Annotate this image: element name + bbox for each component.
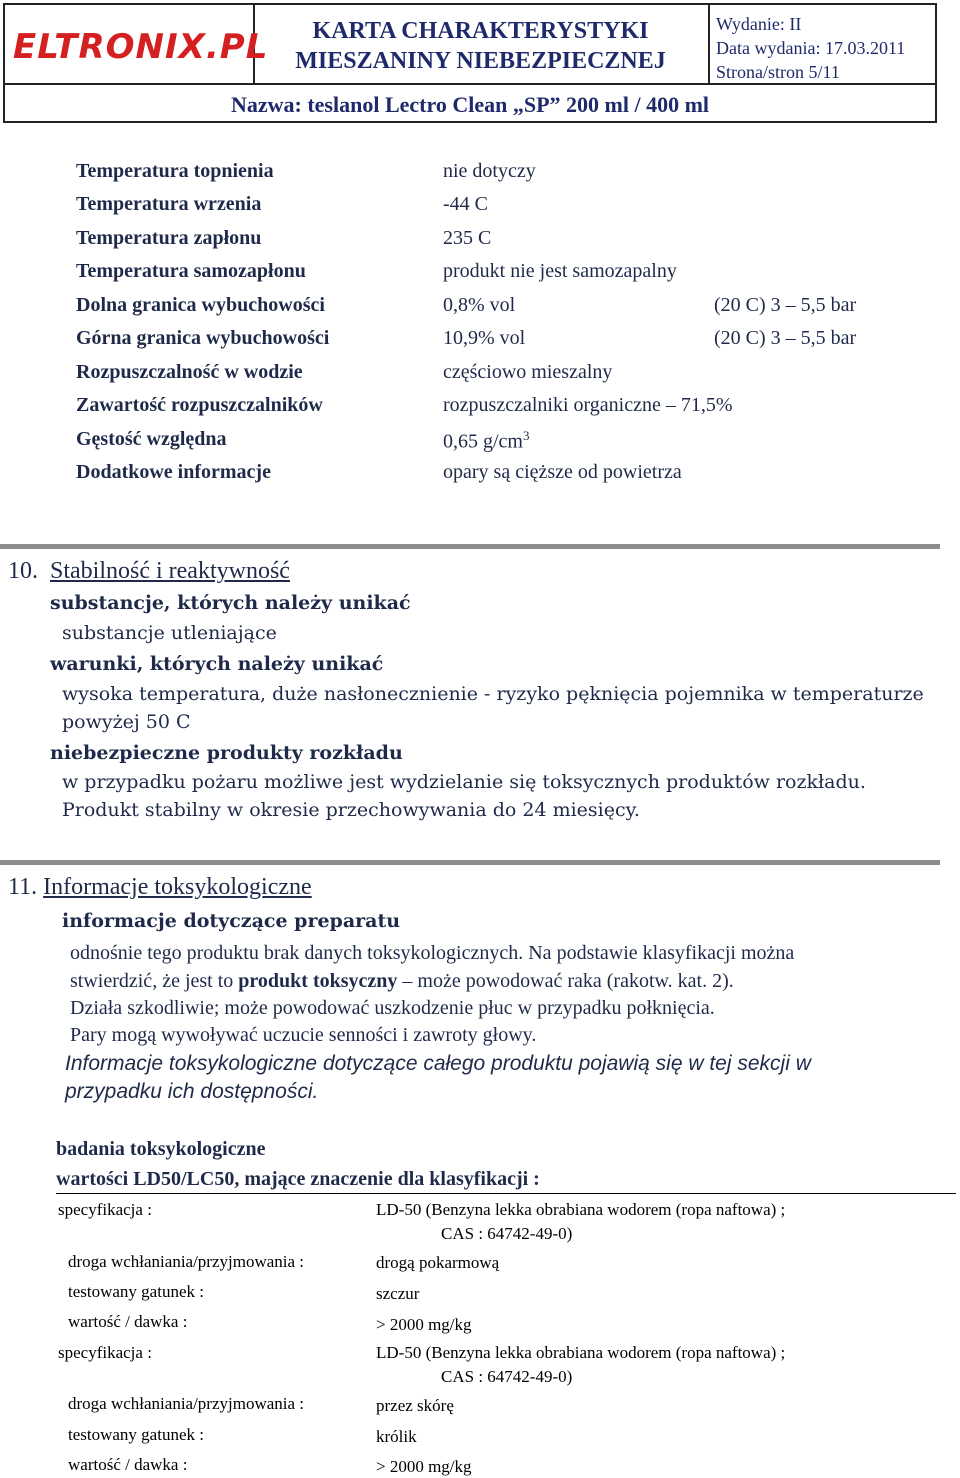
tox-heading: badania toksykologiczne	[56, 1138, 266, 1160]
property-value: 0,8% vol	[443, 294, 516, 316]
property-value: częściowo mieszalny	[443, 361, 613, 383]
product-name: Nazwa: teslanol Lectro Clean „SP” 200 ml / 400 ml	[230, 92, 710, 117]
tox-row-label: specyfikacja :	[58, 1343, 152, 1362]
tox-row-value: LD-50 (Benzyna lekka obrabiana wodorem (ropa naftowa) ;	[376, 1343, 786, 1362]
property-label: Zawartość rozpuszczalników	[76, 394, 323, 416]
subsection-heading: niebezpieczne produkty rozkładu	[50, 742, 403, 764]
property-label: Temperatura samozapłonu	[76, 260, 306, 282]
tox-row-label: testowany gatunek :	[68, 1282, 204, 1301]
property-label: Dolna granica wybuchowości	[76, 294, 325, 316]
availability-note: Informacje toksykologiczne dotyczące całego produktu pojawią się w tej sekcji w	[65, 1052, 811, 1075]
section-number: 11.	[8, 874, 38, 900]
tox-row-label: specyfikacja :	[58, 1200, 152, 1219]
property-value: nie dotyczy	[443, 160, 536, 182]
tox-row-value-cont: CAS : 64742-49-0)	[441, 1367, 573, 1386]
property-value: opary są cięższe od powietrza	[443, 461, 682, 483]
tox-row-value: przez skórę	[376, 1396, 454, 1415]
subsection-heading: informacje dotyczące preparatu	[62, 910, 401, 932]
tox-row-label: wartość / dawka :	[68, 1455, 188, 1474]
tox-row-value: drogą pokarmową	[376, 1253, 500, 1272]
section-heading	[8, 558, 290, 585]
company-logo	[13, 27, 268, 67]
property-label: Temperatura wrzenia	[76, 193, 262, 215]
section-divider	[0, 860, 940, 865]
document-title-line1: KARTA CHARAKTERYSTYKI	[312, 18, 649, 44]
tox-row-label: testowany gatunek :	[68, 1425, 204, 1444]
property-label: Górna granica wybuchowości	[76, 327, 330, 349]
section-title: Stabilność i reaktywność	[50, 558, 290, 584]
tox-row-value: > 2000 mg/kg	[376, 1457, 472, 1476]
title-cell	[255, 5, 710, 85]
tox-row-label: droga wchłaniania/przyjmowania :	[68, 1252, 305, 1271]
body-text: odnośnie tego produktu brak danych toksykologicznych. Na podstawie klasyfikacji można	[70, 942, 795, 964]
section-number: 10.	[8, 558, 38, 584]
body-text: Produkt stabilny w okresie przechowywania do 24 miesięcy.	[62, 799, 640, 821]
meta-cell	[710, 5, 935, 85]
tox-row-value: LD-50 (Benzyna lekka obrabiana wodorem (ropa naftowa) ;	[376, 1200, 786, 1219]
logo-text: ELTRONIX	[13, 27, 206, 67]
issue-number: Wydanie: II	[716, 14, 802, 34]
logo-cell	[5, 5, 269, 85]
issue-date: Data wydania: 17.03.2011	[716, 38, 906, 58]
property-label: Dodatkowe informacje	[76, 461, 271, 483]
property-value: 235 C	[443, 227, 492, 249]
property-value: 10,9% vol	[443, 327, 526, 349]
property-value: -44 C	[443, 193, 488, 215]
tox-row-value: > 2000 mg/kg	[376, 1315, 472, 1334]
subsection-heading: warunki, których należy unikać	[50, 653, 384, 675]
tox-row-label: droga wchłaniania/przyjmowania :	[68, 1394, 305, 1413]
page-number: Strona/stron 5/11	[716, 62, 840, 82]
body-text: Pary mogą wywoływać uczucie senności i zawroty głowy.	[70, 1024, 537, 1046]
body-text: powyżej 50 C	[62, 711, 191, 733]
property-label: Temperatura zapłonu	[76, 227, 262, 249]
body-text: Działa szkodliwie; może powodować uszkodzenie płuc w przypadku połknięcia.	[70, 997, 715, 1019]
tox-row-value: szczur	[376, 1284, 420, 1303]
tox-row-label: wartość / dawka :	[68, 1312, 188, 1331]
property-extra: (20 C) 3 – 5,5 bar	[714, 327, 857, 349]
body-text-bold: produkt toksyczny	[238, 970, 398, 992]
body-text: w przypadku pożaru możliwe jest wydzielanie się toksycznych produktów rozkładu.	[62, 771, 866, 793]
document-title-line2: MIESZANINY NIEBEZPIECZNEJ	[295, 48, 666, 74]
section-heading	[8, 874, 312, 901]
section-title: Informacje toksykologiczne	[43, 874, 312, 900]
density-exponent: 3	[523, 428, 530, 443]
property-value: rozpuszczalniki organiczne – 71,5%	[443, 394, 733, 416]
property-label: Rozpuszczalność w wodzie	[76, 361, 303, 383]
logo-suffix: .PL	[205, 27, 269, 67]
density-value: 0,65 g/cm	[443, 430, 523, 453]
property-extra: (20 C) 3 – 5,5 bar	[714, 294, 857, 316]
property-value: produkt nie jest samozapalny	[443, 260, 677, 282]
body-text	[70, 970, 734, 993]
document-header	[3, 3, 937, 123]
subsection-heading: substancje, których należy unikać	[50, 592, 411, 614]
section-divider	[0, 544, 940, 549]
property-label: Gęstość względna	[76, 428, 227, 450]
body-text: wysoka temperatura, duże nasłonecznienie - ryzyko pęknięcia pojemnika w temperaturze	[62, 683, 924, 705]
body-text: substancje utleniające	[62, 622, 277, 644]
tox-heading: wartości LD50/LC50, mające znaczenie dla klasyfikacji :	[56, 1168, 540, 1190]
body-text-part: stwierdzić, że jest to	[70, 970, 239, 992]
tox-row-value: królik	[376, 1427, 417, 1446]
tox-row-value-cont: CAS : 64742-49-0)	[441, 1224, 573, 1243]
tox-divider	[56, 1193, 956, 1194]
body-text-part: – może powodować raka (rakotw. kat. 2).	[397, 970, 734, 992]
property-value	[443, 428, 530, 454]
availability-note: przypadku ich dostępności.	[65, 1080, 319, 1103]
property-label: Temperatura topnienia	[76, 160, 274, 182]
